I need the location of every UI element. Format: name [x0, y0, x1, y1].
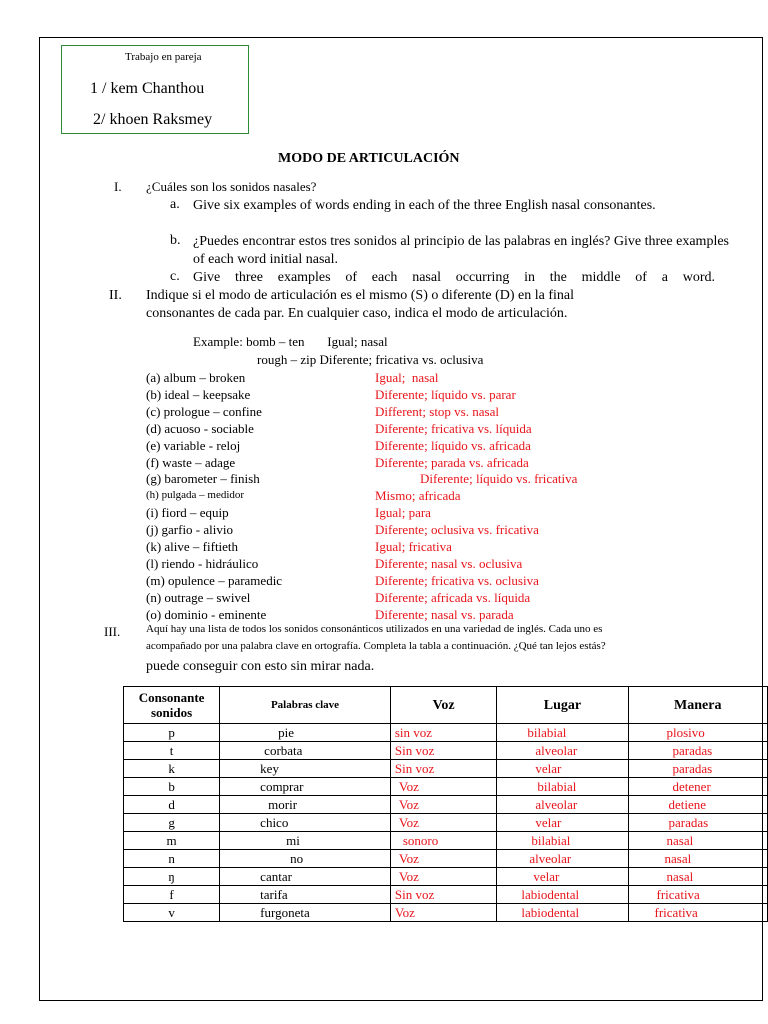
section-2-line-2: consonantes de cada par. En cualquier caso, indica el modo de articulación.: [146, 306, 568, 321]
header-place: Lugar: [497, 687, 628, 724]
header-keywords: Palabras clave: [220, 687, 391, 724]
pair-answer: Igual; fricativa: [375, 539, 452, 554]
keyword-cell: morir: [220, 796, 391, 814]
sound-cell: k: [124, 760, 220, 778]
table-row: [124, 724, 768, 742]
voice-cell: Sin voz: [390, 760, 497, 778]
place-cell: velar: [497, 760, 628, 778]
item-c-letter: c.: [170, 269, 180, 284]
keyword-cell: cantar: [220, 868, 391, 886]
section-3-numeral: III.: [104, 624, 121, 639]
section-1-question: ¿Cuáles son los sonidos nasales?: [146, 179, 317, 194]
pair-answer: Diferente; líquido vs. fricativa: [420, 471, 578, 487]
pair-work-label: Trabajo en pareja: [125, 51, 202, 63]
voice-cell: Voz: [390, 778, 497, 796]
pair-answer: Igual; para: [375, 505, 431, 521]
pair-item: (e) variable - reloj: [146, 437, 241, 453]
manner-cell: fricativa: [628, 904, 767, 922]
section-3-line-3: puede conseguir con esto sin mirar nada.: [146, 659, 375, 674]
item-c-text: Give three examples of each nasal occurring in the middle of a word.: [193, 270, 715, 285]
pair-item: (h) pulgada – medidor: [146, 489, 245, 502]
pair-item: (m) opulence – paramedic: [146, 572, 283, 588]
table-row: [124, 760, 768, 778]
pair-item: (i) fiord – equip: [146, 505, 229, 521]
sound-cell: f: [124, 886, 220, 904]
pair-item: (l) riendo - hidráulico: [146, 555, 259, 571]
table-row: [124, 796, 768, 814]
example-1: Example: bomb – ten Igual; nasal: [193, 334, 388, 349]
pair-answer: Diferente; líquido vs. africada: [375, 437, 531, 453]
table-row: [124, 814, 768, 832]
student-name-1: 1 / kem Chanthou: [90, 80, 205, 97]
pair-answer: Diferente; fricativa vs. oclusiva: [375, 572, 539, 588]
keyword-cell: no: [220, 850, 391, 868]
table-row: [124, 742, 768, 760]
voice-cell: Sin voz: [390, 742, 497, 760]
place-cell: alveolar: [497, 850, 628, 868]
sound-cell: p: [124, 724, 220, 742]
keyword-cell: mi: [220, 832, 391, 850]
manner-cell: detener: [628, 778, 767, 796]
pair-item: (c) prologue – confine: [146, 403, 262, 419]
voice-cell: Sin voz: [390, 886, 497, 904]
item-a-letter: a.: [170, 197, 180, 212]
place-cell: bilabial: [497, 724, 628, 742]
item-b-text: ¿Puedes encontrar estos tres sonidos al principio de las palabras en inglés? Give three examples of each word initial nasal.: [193, 234, 729, 267]
item-b-letter: b.: [170, 233, 181, 248]
table-row: [124, 778, 768, 796]
pair-answer: Diferente; oclusiva vs. fricativa: [375, 522, 539, 538]
example-2: rough – zip Diferente; fricativa vs. oclusiva: [257, 352, 484, 367]
table-row: [124, 904, 768, 922]
item-a-text: Give six examples of words ending in each of the three English nasal consonantes.: [193, 198, 656, 213]
voice-cell: Voz: [390, 796, 497, 814]
table-row: [124, 886, 768, 904]
pair-item: (k) alive – fiftieth: [146, 539, 239, 554]
voice-cell: Voz: [390, 868, 497, 886]
pair-item: (a) album – broken: [146, 370, 246, 385]
manner-cell: nasal: [628, 850, 767, 868]
header-voice: Voz: [390, 687, 497, 724]
manner-cell: plosivo: [628, 724, 767, 742]
voice-cell: Voz: [390, 850, 497, 868]
pair-item: (j) garfio - alivio: [146, 522, 233, 538]
sound-cell: m: [124, 832, 220, 850]
pair-answer: Diferente; africada vs. líquida: [375, 589, 531, 605]
sound-cell: t: [124, 742, 220, 760]
header-manner: Manera: [628, 687, 767, 724]
place-cell: alveolar: [497, 742, 628, 760]
pair-answer: Diferente; parada vs. africada: [375, 454, 529, 470]
manner-cell: nasal: [628, 868, 767, 886]
sound-cell: ŋ: [124, 868, 220, 886]
manner-cell: paradas: [628, 814, 767, 832]
sound-cell: v: [124, 904, 220, 922]
voice-cell: sonoro: [390, 832, 497, 850]
pair-item: (o) dominio - eminente: [146, 606, 267, 622]
pair-item: (g) barometer – finish: [146, 471, 260, 487]
section-2-numeral: II.: [109, 288, 122, 303]
consonant-table: [123, 686, 768, 922]
pair-answer: Diferente; nasal vs. oclusiva: [375, 555, 523, 571]
place-cell: bilabial: [497, 778, 628, 796]
voice-cell: Voz: [390, 814, 497, 832]
keyword-cell: pie: [220, 724, 391, 742]
manner-cell: paradas: [628, 760, 767, 778]
section-3-line-1: Aquí hay una lista de todos los sonidos consonánticos utilizados en una variedad de inglés. Cada uno es: [146, 623, 603, 635]
pair-item: (f) waste – adage: [146, 454, 236, 470]
pair-answer: Igual; nasal: [375, 370, 439, 385]
pair-answer: Mismo; africada: [375, 488, 461, 504]
place-cell: velar: [497, 868, 628, 886]
pair-item: (n) outrage – swivel: [146, 589, 251, 605]
pair-answer: Diferente; líquido vs. parar: [375, 386, 516, 402]
manner-cell: nasal: [628, 832, 767, 850]
place-cell: labiodental: [497, 886, 628, 904]
table-row: [124, 850, 768, 868]
sound-cell: n: [124, 850, 220, 868]
header-consonant: Consonante sonidos: [124, 687, 220, 724]
student-name-2: 2/ khoen Raksmey: [93, 111, 213, 128]
table-row: [124, 832, 768, 850]
pair-answer: Diferente; fricativa vs. líquida: [375, 420, 532, 436]
place-cell: velar: [497, 814, 628, 832]
keyword-cell: key: [220, 760, 391, 778]
keyword-cell: furgoneta: [220, 904, 391, 922]
place-cell: labiodental: [497, 904, 628, 922]
voice-cell: Voz: [390, 904, 497, 922]
keyword-cell: comprar: [220, 778, 391, 796]
pair-item: (b) ideal – keepsake: [146, 386, 251, 402]
pair-answer: Different; stop vs. nasal: [375, 403, 499, 419]
sound-cell: d: [124, 796, 220, 814]
pair-item: (d) acuoso - sociable: [146, 420, 254, 436]
section-3-line-2: acompañado por una palabra clave en ortografía. Completa la tabla a continuación. ¿Qué tan lejos estás?: [146, 640, 606, 652]
table-row: [124, 868, 768, 886]
page-title: MODO DE ARTICULACIÓN: [278, 151, 460, 166]
sound-cell: b: [124, 778, 220, 796]
voice-cell: sin voz: [390, 724, 497, 742]
manner-cell: paradas: [628, 742, 767, 760]
keyword-cell: tarifa: [220, 886, 391, 904]
section-2-line-1: Indique si el modo de articulación es el mismo (S) o diferente (D) en la final: [146, 288, 575, 303]
section-1-numeral: I.: [114, 179, 122, 194]
keyword-cell: corbata: [220, 742, 391, 760]
table-header-row: [124, 687, 768, 724]
pair-answer: Diferente; nasal vs. parada: [375, 606, 514, 622]
manner-cell: detiene: [628, 796, 767, 814]
place-cell: alveolar: [497, 796, 628, 814]
sound-cell: g: [124, 814, 220, 832]
keyword-cell: chico: [220, 814, 391, 832]
place-cell: bilabial: [497, 832, 628, 850]
manner-cell: fricativa: [628, 886, 767, 904]
